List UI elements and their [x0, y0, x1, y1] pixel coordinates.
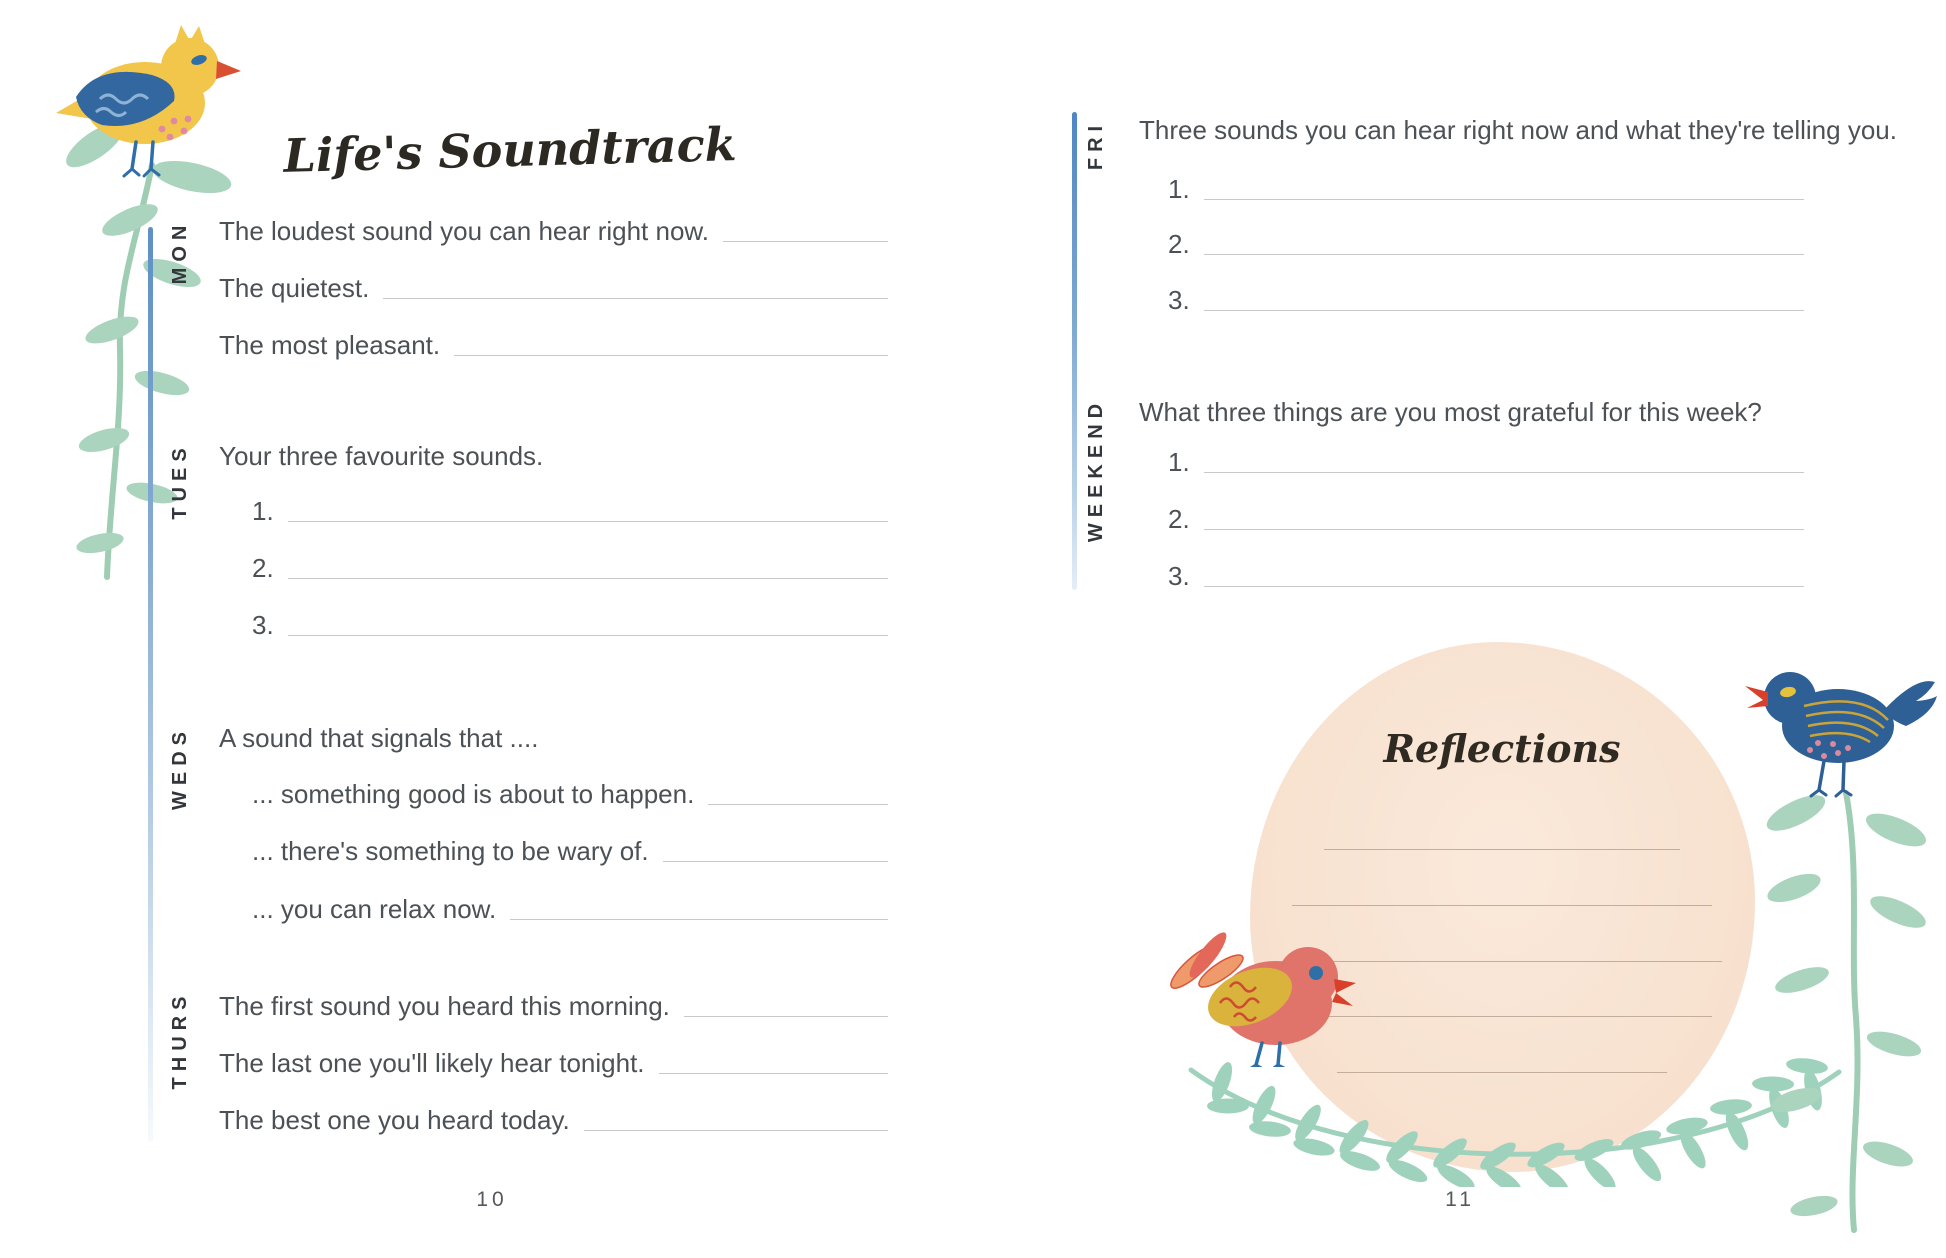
writing-line	[1204, 529, 1804, 530]
reflections-title: Reflections	[1383, 726, 1621, 771]
day-label-tues: TUES	[169, 442, 191, 520]
numbered-row	[1168, 229, 1804, 260]
day-label-thurs: THURS	[169, 990, 191, 1090]
week-accent-line-right	[1072, 112, 1077, 590]
row-number: 2.	[1168, 504, 1190, 534]
prompt-heading	[1139, 397, 1819, 428]
prompt-text: Your three favourite sounds.	[219, 441, 544, 471]
prompt-row	[219, 273, 888, 304]
prompt-text: Three sounds you can hear right now and what they're telling you.	[1139, 115, 1897, 145]
row-number: 1.	[1168, 447, 1190, 477]
row-number: 2.	[252, 553, 274, 583]
page-number-left: 10	[476, 1188, 508, 1211]
prompt-row	[252, 779, 888, 810]
week-accent-line-left	[148, 227, 153, 1142]
row-number: 1.	[252, 496, 274, 526]
prompt-text: What three things are you most grateful for this week?	[1139, 397, 1762, 427]
day-label-weekend: WEEKEND	[1085, 397, 1107, 543]
writing-line	[288, 578, 888, 579]
numbered-row	[252, 496, 888, 527]
prompt-text: A sound that signals that ....	[219, 723, 539, 753]
prompt-heading	[219, 441, 888, 472]
writing-line	[663, 861, 888, 862]
numbered-row	[1168, 174, 1804, 205]
prompt-text: The quietest.	[219, 273, 370, 303]
blue-bird-icon	[1745, 672, 1937, 796]
prompt-text: ... something good is about to happen.	[252, 779, 695, 809]
page-number-right: 11	[1445, 1188, 1475, 1211]
prompt-heading	[219, 723, 888, 754]
numbered-row	[1168, 504, 1804, 535]
prompt-text: The best one you heard today.	[219, 1105, 570, 1135]
prompt-text: The last one you'll likely hear tonight.	[219, 1048, 645, 1078]
prompt-row	[219, 1048, 888, 1079]
coral-bird-icon	[1158, 925, 1363, 1067]
row-number: 3.	[252, 610, 274, 640]
day-label-fri: FRI	[1085, 119, 1107, 171]
prompt-row	[219, 216, 888, 247]
row-number: 2.	[1168, 229, 1190, 259]
writing-line	[454, 355, 888, 356]
writing-line	[383, 298, 888, 299]
numbered-row	[1168, 561, 1804, 592]
writing-line	[1204, 586, 1804, 587]
writing-line	[1204, 472, 1804, 473]
writing-line	[1204, 310, 1804, 311]
prompt-heading	[1139, 115, 1897, 146]
page-title: Life's Soundtrack	[282, 116, 738, 183]
reflection-writing-line	[1292, 905, 1712, 906]
plant-stem-left	[60, 115, 234, 577]
row-number: 3.	[1168, 561, 1190, 591]
writing-line	[584, 1130, 888, 1131]
prompt-row	[219, 991, 888, 1022]
blue-bird-on-plant-illustration	[1738, 648, 1938, 1233]
writing-line	[723, 241, 888, 242]
row-number: 1.	[1168, 174, 1190, 204]
numbered-row	[1168, 447, 1804, 478]
numbered-row	[252, 553, 888, 584]
writing-line	[288, 635, 888, 636]
writing-line	[1204, 254, 1804, 255]
numbered-row	[252, 610, 888, 641]
prompt-row	[219, 1105, 888, 1136]
plant-stem-right	[1762, 788, 1930, 1230]
writing-line	[288, 521, 888, 522]
prompt-text: ... you can relax now.	[252, 894, 497, 924]
writing-line	[659, 1073, 888, 1074]
prompt-text: The first sound you heard this morning.	[219, 991, 670, 1021]
prompt-row	[219, 330, 888, 361]
prompt-row	[252, 894, 888, 925]
prompt-row	[252, 836, 888, 867]
prompt-text: The most pleasant.	[219, 330, 441, 360]
day-label-weds: WEDS	[169, 726, 191, 810]
numbered-row	[1168, 285, 1804, 316]
writing-line	[510, 919, 888, 920]
writing-line	[684, 1016, 888, 1017]
day-label-mon: MON	[169, 219, 191, 285]
writing-line	[708, 804, 888, 805]
row-number: 3.	[1168, 285, 1190, 315]
writing-line	[1204, 199, 1804, 200]
prompt-text: The loudest sound you can hear right now.	[219, 216, 709, 246]
reflection-writing-line	[1324, 849, 1680, 850]
prompt-text: ... there's something to be wary of.	[252, 836, 649, 866]
